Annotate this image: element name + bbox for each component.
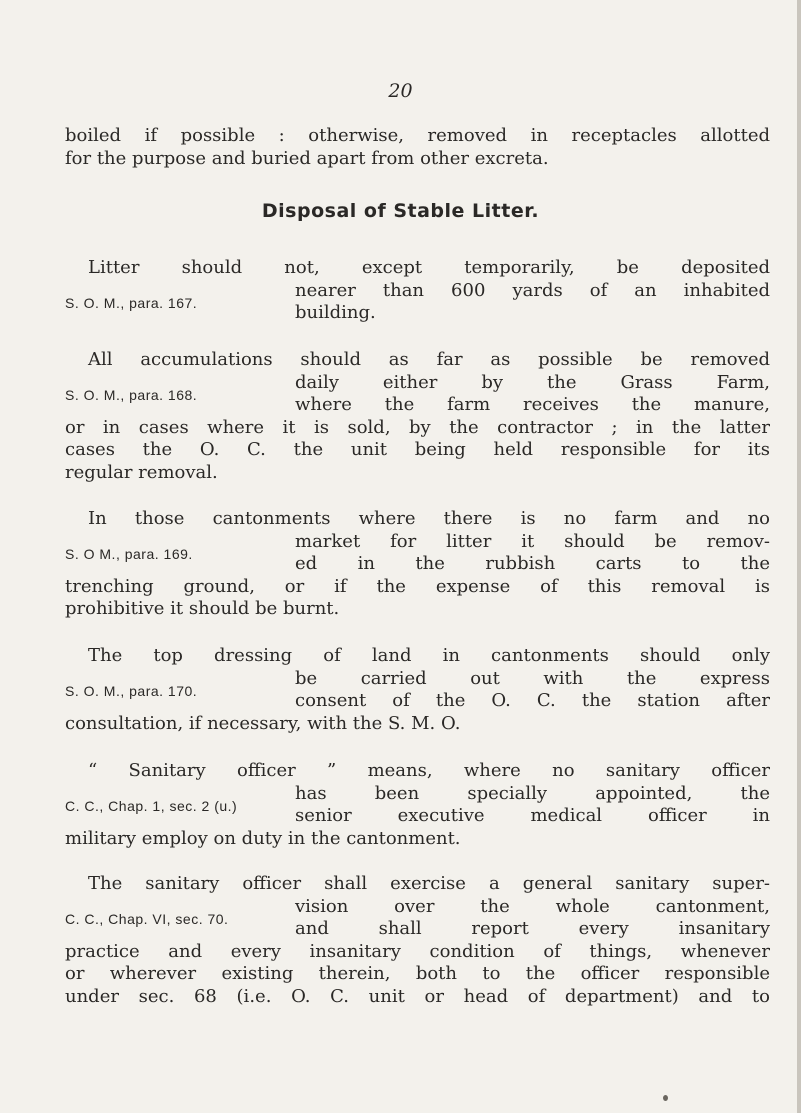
wrapped-line: nearer than 600 yards of an inhabited <box>295 279 770 301</box>
section-heading: Disposal of Stable Litter. <box>261 200 540 222</box>
wrapped-line: ed in the rubbish carts to the <box>295 553 770 574</box>
wrapped-line: market for litter it should be remov- <box>295 530 770 552</box>
wrapped-line: has been specially appointed, the <box>295 782 770 804</box>
intro-paragraph <box>65 125 770 170</box>
paragraph-first-line: The sanitary officer shall exercise a general sanitary super- <box>88 873 770 894</box>
margin-reference: C. C., Chap. 1, sec. 2 (u.) <box>65 797 238 814</box>
margin-reference: S. O. M., para. 170. <box>65 682 198 699</box>
paragraph-first-line: The top dressing of land in cantonments should only <box>88 645 770 666</box>
ink-spot <box>663 1095 668 1101</box>
paragraph-3 <box>65 508 770 621</box>
paragraph-4 <box>65 645 770 735</box>
margin-reference: S. O. M., para. 167. <box>65 294 198 311</box>
page-edge-shadow <box>797 0 801 1113</box>
paragraph-1 <box>65 257 770 325</box>
paragraph-line: or wherever existing therein, both to the officer responsible <box>65 963 770 984</box>
paragraph-line: prohibitive it should be burnt. <box>65 598 340 619</box>
wrapped-line: vision over the whole cantonment, <box>295 895 770 917</box>
paragraph-first-line: All accumulations should as far as possible be removed <box>88 349 770 370</box>
paragraph-line: regular removal. <box>65 461 218 483</box>
paragraph-line: military employ on duty in the cantonment. <box>65 827 461 849</box>
paragraph-first-line: “ Sanitary officer ” means, where no sanitary officer <box>88 760 770 781</box>
wrapped-line: be carried out with the express <box>295 667 770 689</box>
wrapped-line: where the farm receives the manure, <box>295 394 770 415</box>
paragraph-line: under sec. 68 (i.e. O. C. unit or head of department) and to <box>65 985 770 1007</box>
paragraph-line: practice and every insanitary condition of things, whenever <box>65 940 770 962</box>
wrapped-line: daily either by the Grass Farm, <box>295 371 770 393</box>
page-number: 20 <box>388 80 413 102</box>
paragraph-first-line: In those cantonments where there is no farm and no <box>88 508 770 529</box>
wrapped-line: and shall report every insanitary <box>295 918 770 939</box>
paragraph-5 <box>65 760 770 850</box>
paragraph-line: consultation, if necessary, with the S. M. O. <box>65 712 461 734</box>
margin-reference: C. C., Chap. VI, sec. 70. <box>65 910 229 927</box>
margin-reference: S. O. M., para. 168. <box>65 386 198 403</box>
intro-line-2: for the purpose and buried apart from other excreta. <box>65 147 549 169</box>
margin-reference: S. O M., para. 169. <box>65 545 193 562</box>
paragraph-line: cases the O. C. the unit being held responsible for its <box>65 439 770 460</box>
paragraph-2 <box>65 349 770 484</box>
wrapped-line: senior executive medical officer in <box>295 805 770 826</box>
wrapped-line: building. <box>295 302 376 323</box>
intro-line-1: boiled if possible : otherwise, removed in receptacles allotted <box>65 125 770 146</box>
paragraph-6 <box>65 873 770 1008</box>
paragraph-line: trenching ground, or if the expense of this removal is <box>65 575 770 597</box>
paragraph-line: or in cases where it is sold, by the contractor ; in the latter <box>65 416 770 438</box>
paragraph-first-line: Litter should not, except temporarily, be deposited <box>88 257 770 278</box>
wrapped-line: consent of the O. C. the station after <box>295 690 770 711</box>
